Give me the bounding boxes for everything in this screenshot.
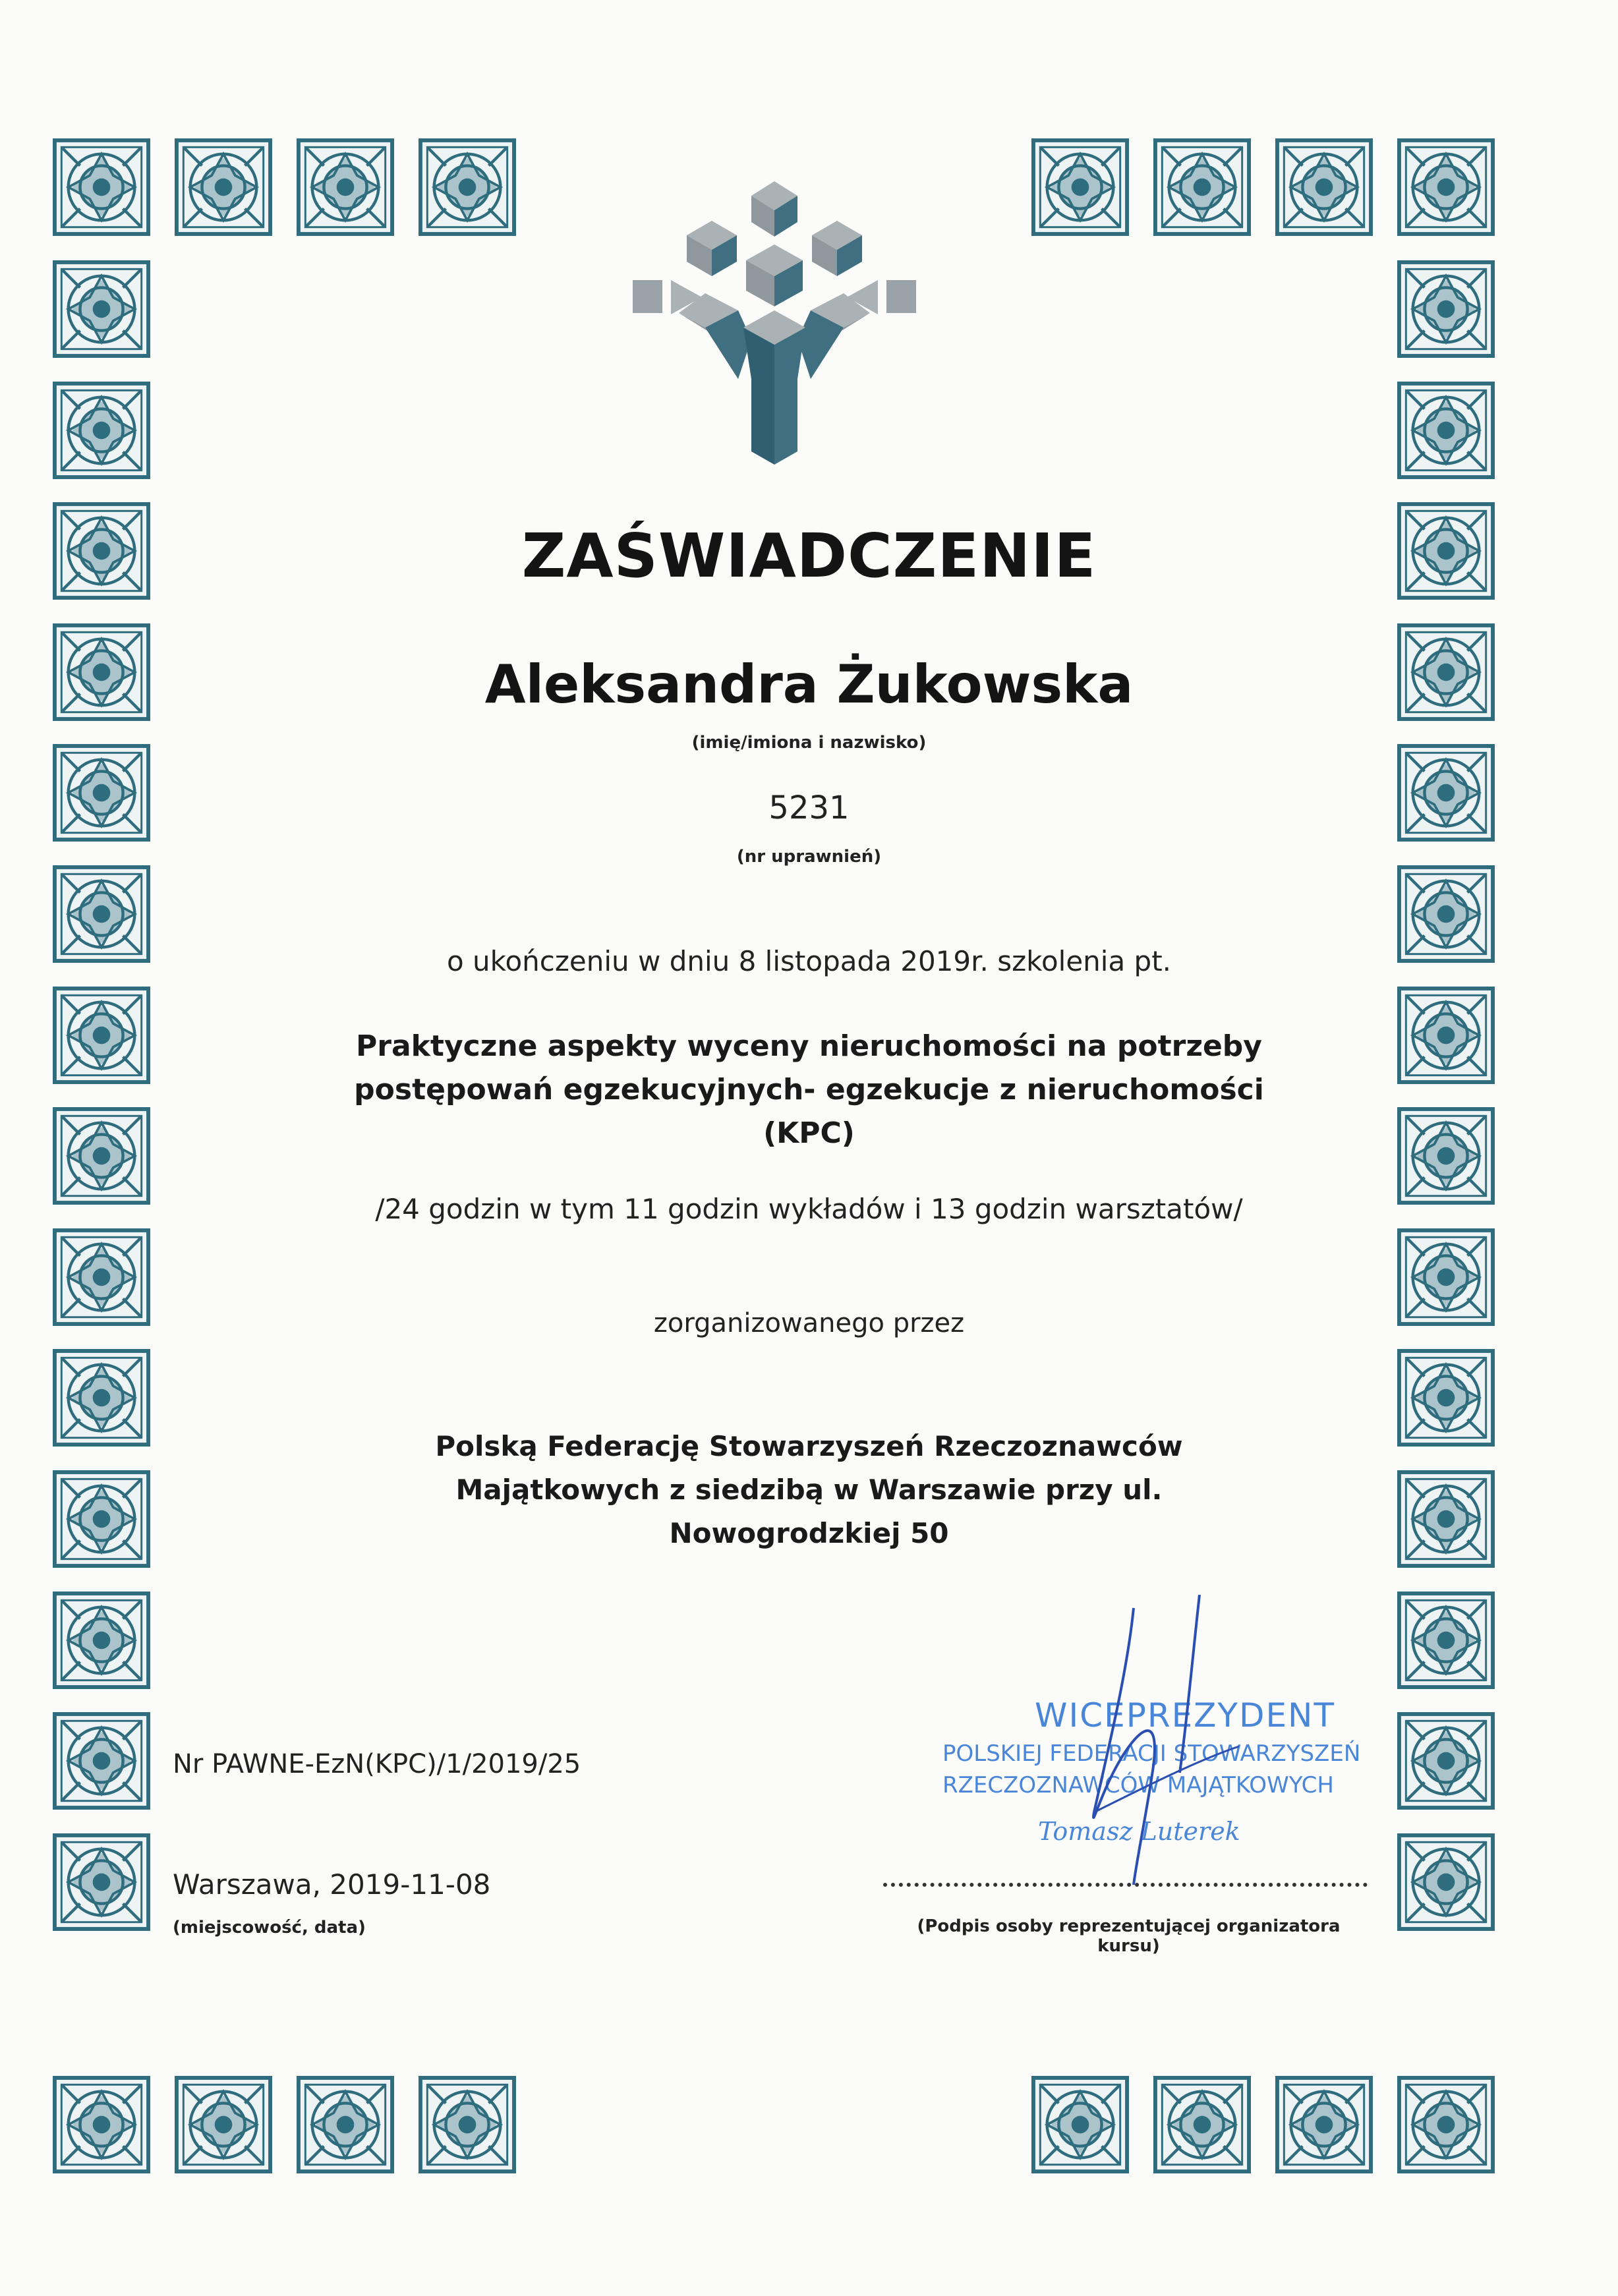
border-ornament-tile xyxy=(1397,1712,1495,1810)
border-ornament-tile xyxy=(53,1712,150,1810)
course-title-line: postępowań egzekucyjnych- egzekucje z nieruchomości xyxy=(354,1073,1264,1106)
border-ornament-tile xyxy=(1397,1833,1495,1931)
border-ornament-tile xyxy=(175,2076,272,2173)
border-ornament-tile xyxy=(1153,2076,1251,2173)
certificate-title: ZAŚWIADCZENIE xyxy=(521,521,1097,591)
border-ornament-tile xyxy=(1397,382,1495,479)
course-title-line: Praktyczne aspekty wyceny nieruchomości na potrzeby xyxy=(356,1029,1262,1063)
border-ornament-tile xyxy=(1397,1592,1495,1689)
border-ornament-tile xyxy=(53,1592,150,1689)
stamp-title: WICEPREZYDENT xyxy=(1035,1696,1336,1735)
organizer-line: Majątkowych z siedzibą w Warszawie przy ul. xyxy=(455,1474,1163,1506)
completion-text: o ukończeniu w dniu 8 listopada 2019r. szkolenia pt. xyxy=(446,945,1172,977)
signature-label: (Podpis osoby reprezentującej organizatora kursu) xyxy=(917,1916,1341,1956)
border-ornament-tile xyxy=(297,2076,394,2173)
recipient-name-label: (imię/imiona i nazwisko) xyxy=(691,733,927,753)
border-ornament-tile xyxy=(419,2076,516,2173)
border-ornament-tile xyxy=(175,138,272,236)
organizer-name xyxy=(0,1425,1618,1555)
federation-logo xyxy=(633,181,916,465)
stamp-name: Tomasz Luterek xyxy=(1038,1817,1240,1846)
organized-by-text: zorganizowanego przez xyxy=(653,1308,965,1338)
border-ornament-tile xyxy=(297,138,394,236)
border-ornament-tile xyxy=(53,260,150,358)
border-ornament-tile xyxy=(53,382,150,479)
border-ornament-tile xyxy=(1031,2076,1129,2173)
hours-text: /24 godzin w tym 11 godzin wykładów i 13 godzin warsztatów/ xyxy=(375,1193,1243,1225)
recipient-name: Aleksandra Żukowska xyxy=(484,654,1134,715)
border-ornament-tile xyxy=(53,138,150,236)
border-ornament-tile xyxy=(1397,2076,1495,2173)
border-ornament-tile xyxy=(53,2076,150,2173)
reference-number: Nr PAWNE-EzN(KPC)/1/2019/25 xyxy=(173,1749,581,1779)
signature xyxy=(1028,1595,1318,1898)
signature-line xyxy=(883,1883,1368,1887)
organizer-line: Polską Federację Stowarzyszeń Rzeczoznawców xyxy=(435,1430,1183,1462)
border-ornament-tile xyxy=(419,138,516,236)
stamp-line: POLSKIEJ FEDERACJI STOWARZYSZEŃ xyxy=(942,1740,1361,1767)
license-number: 5231 xyxy=(768,789,850,826)
place-date-label: (miejscowość, data) xyxy=(173,1918,366,1937)
border-ornament-tile xyxy=(1275,138,1373,236)
stamp-line: RZECZOZNAWCÓW MAJĄTKOWYCH xyxy=(942,1772,1334,1798)
border-ornament-tile xyxy=(1153,138,1251,236)
license-number-label: (nr uprawnień) xyxy=(736,847,882,867)
border-ornament-tile xyxy=(1031,138,1129,236)
course-title xyxy=(0,1025,1618,1155)
border-ornament-tile xyxy=(1275,2076,1373,2173)
border-ornament-tile xyxy=(53,1833,150,1931)
organizer-line: Nowogrodzkiej 50 xyxy=(669,1517,949,1549)
border-ornament-tile xyxy=(1397,260,1495,358)
course-title-line: (KPC) xyxy=(763,1116,855,1150)
border-ornament-tile xyxy=(1397,138,1495,236)
place-date: Warszawa, 2019-11-08 xyxy=(173,1868,491,1901)
